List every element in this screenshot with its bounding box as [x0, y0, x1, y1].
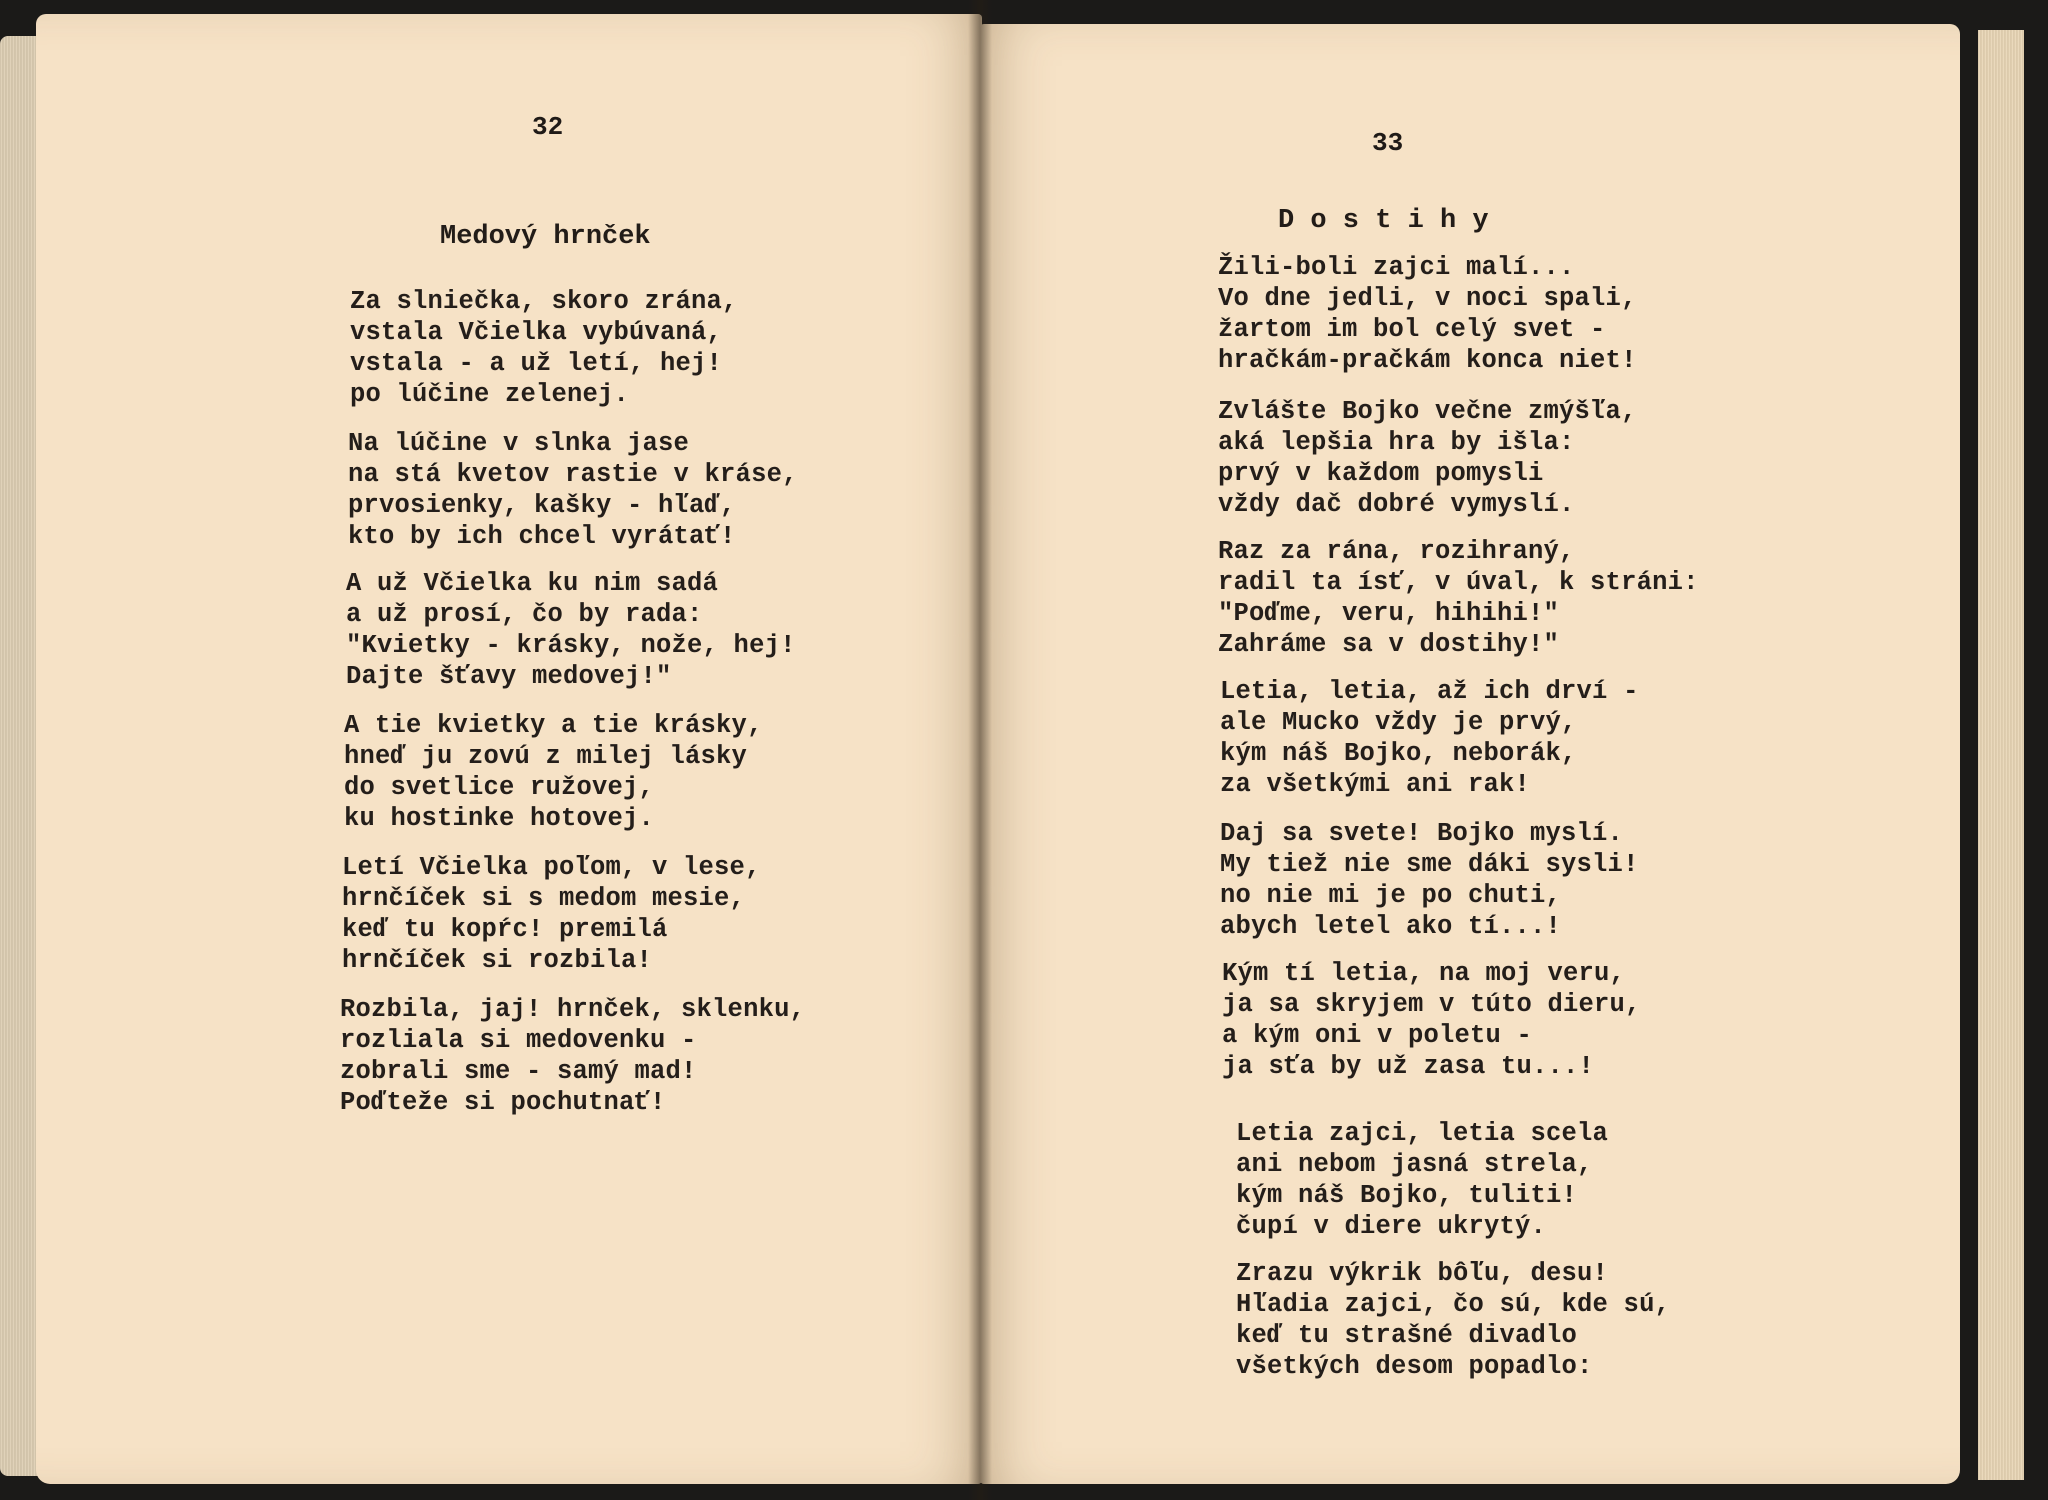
- left-stanza-4: [344, 710, 763, 834]
- poem-line: rozliala si medovenku -: [340, 1026, 697, 1055]
- poem-line: Daj sa svete! Bojko myslí.: [1220, 819, 1624, 848]
- right-stanza-2: [1218, 396, 1637, 520]
- poem-line: "Poďme, veru, hihihi!": [1218, 599, 1560, 628]
- poem-line: Zrazu výkrik bôľu, desu!: [1236, 1259, 1609, 1288]
- poem-line: Zvlášte Bojko večne zmýšľa,: [1218, 397, 1637, 426]
- left-stanza-1: [350, 286, 738, 410]
- right-stanza-3: [1218, 536, 1699, 660]
- poem-line: zobrali sme - samý mad!: [340, 1057, 697, 1086]
- poem-line: vstala - a už letí, hej!: [350, 349, 723, 378]
- poem-line: abych letel ako tí...!: [1220, 912, 1562, 941]
- right-stanza-1: [1218, 252, 1637, 376]
- left-page-number: 32: [532, 112, 564, 142]
- poem-line: "Kvietky - krásky, nože, hej!: [346, 631, 796, 660]
- poem-line: Rozbila, jaj! hrnček, sklenku,: [340, 995, 806, 1024]
- poem-line: ja sťa by už zasa tu...!: [1222, 1052, 1595, 1081]
- poem-line: hrnčíček si rozbila!: [342, 946, 653, 975]
- poem-line: Letí Včielka poľom, v lese,: [342, 853, 761, 882]
- left-poem-title: Medový hrnček: [440, 222, 651, 252]
- poem-line: Dajte šťavy medovej!": [346, 662, 672, 691]
- poem-line: do svetlice ružovej,: [344, 773, 655, 802]
- left-page-edges: [0, 36, 40, 1476]
- poem-line: hrnčíček si s medom mesie,: [342, 884, 746, 913]
- poem-line: keď tu strašné divadlo: [1236, 1321, 1578, 1350]
- left-stanza-3: [346, 568, 796, 692]
- poem-line: Za slniečka, skoro zrána,: [350, 287, 738, 316]
- poem-line: Žili-boli zajci malí...: [1218, 253, 1575, 282]
- right-page-edges: [1978, 30, 2024, 1480]
- poem-line: vstala Včielka vybúvaná,: [350, 318, 723, 347]
- right-stanza-5: [1220, 818, 1639, 942]
- poem-line: všetkých desom popadlo:: [1236, 1352, 1593, 1381]
- poem-line: Na lúčine v slnka jase: [348, 429, 690, 458]
- poem-line: prvosienky, kašky - hľaď,: [348, 491, 736, 520]
- poem-line: radil ta ísť, v úval, k stráni:: [1218, 568, 1699, 597]
- left-stanza-2: [348, 428, 798, 552]
- poem-line: Hľadia zajci, čo sú, kde sú,: [1236, 1290, 1671, 1319]
- poem-line: Letia, letia, až ich drví -: [1220, 677, 1639, 706]
- book-gutter: [968, 0, 992, 1500]
- poem-line: a kým oni v poletu -: [1222, 1021, 1533, 1050]
- poem-line: Letia zajci, letia scela: [1236, 1119, 1609, 1148]
- poem-line: kto by ich chcel vyrátať!: [348, 522, 736, 551]
- poem-line: My tiež nie sme dáki sysli!: [1220, 850, 1639, 879]
- right-stanza-8: [1236, 1258, 1670, 1382]
- poem-line: ale Mucko vždy je prvý,: [1220, 708, 1577, 737]
- poem-line: ku hostinke hotovej.: [344, 804, 655, 833]
- right-stanza-6: [1222, 958, 1641, 1082]
- poem-line: hneď ju zovú z milej lásky: [344, 742, 748, 771]
- poem-line: ani nebom jasná strela,: [1236, 1150, 1593, 1179]
- poem-line: Zahráme sa v dostihy!": [1218, 630, 1560, 659]
- left-stanza-5: [342, 852, 761, 976]
- poem-line: keď tu kopŕc! premilá: [342, 915, 668, 944]
- poem-line: prvý v každom pomysli: [1218, 459, 1544, 488]
- poem-line: po lúčine zelenej.: [350, 380, 630, 409]
- poem-line: ja sa skryjem v túto dieru,: [1222, 990, 1641, 1019]
- poem-line: kým náš Bojko, neborák,: [1220, 739, 1577, 768]
- poem-line: kým náš Bojko, tuliti!: [1236, 1181, 1578, 1210]
- right-stanza-4: [1220, 676, 1639, 800]
- poem-line: A tie kvietky a tie krásky,: [344, 711, 763, 740]
- poem-line: aká lepšia hra by išla:: [1218, 428, 1575, 457]
- poem-line: A už Včielka ku nim sadá: [346, 569, 719, 598]
- right-page-number: 33: [1372, 128, 1404, 158]
- poem-line: a už prosí, čo by rada:: [346, 600, 703, 629]
- poem-line: vždy dač dobré vymyslí.: [1218, 490, 1575, 519]
- poem-line: hračkám-pračkám konca niet!: [1218, 346, 1637, 375]
- right-stanza-7: [1236, 1118, 1608, 1242]
- right-poem-title: D o s t i h y: [1278, 206, 1489, 236]
- poem-line: za všetkými ani rak!: [1220, 770, 1531, 799]
- poem-line: no nie mi je po chuti,: [1220, 881, 1562, 910]
- poem-line: čupí v diere ukrytý.: [1236, 1212, 1547, 1241]
- left-stanza-6: [340, 994, 805, 1118]
- poem-line: na stá kvetov rastie v kráse,: [348, 460, 798, 489]
- poem-line: Kým tí letia, na moj veru,: [1222, 959, 1626, 988]
- poem-line: Vo dne jedli, v noci spali,: [1218, 284, 1637, 313]
- poem-line: Raz za rána, rozihraný,: [1218, 537, 1575, 566]
- poem-line: žartom im bol celý svet -: [1218, 315, 1606, 344]
- poem-line: Poďteže si pochutnať!: [340, 1088, 666, 1117]
